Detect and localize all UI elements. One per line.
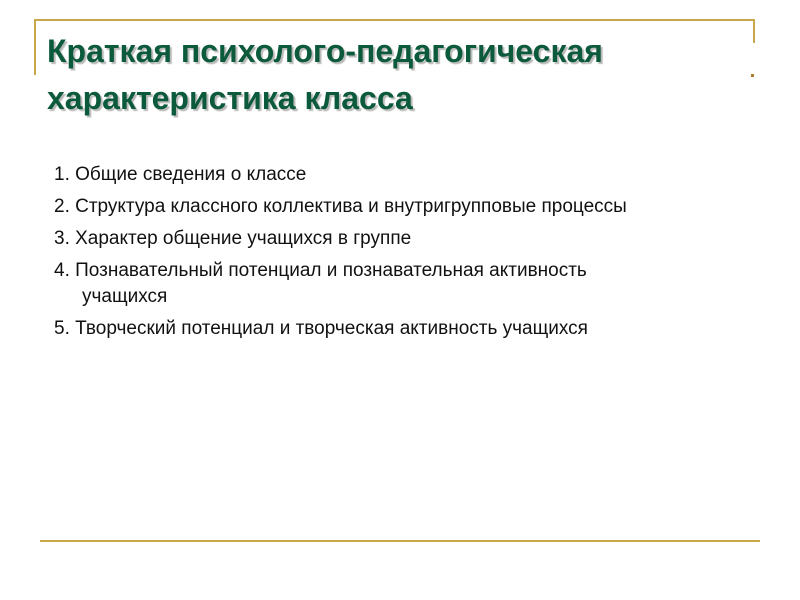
list-item-continuation: учащихся — [82, 286, 168, 307]
list-item: 3. Характер общение учащихся в группе — [54, 228, 412, 249]
topic-list — [54, 162, 754, 348]
list-item: 5. Творческий потенциал и творческая активность учащихся — [54, 318, 588, 339]
left-rule — [34, 19, 36, 75]
list-item-text: 4. Познавательный потенциал и познавательная активность — [54, 260, 587, 281]
list-item — [54, 258, 754, 310]
title-line-1: Краткая психолого-педагогическая — [47, 33, 603, 69]
slide-title — [47, 28, 737, 122]
corner-dot — [751, 74, 754, 77]
bottom-rule — [40, 540, 760, 542]
title-line-2: характеристика класса — [47, 80, 413, 116]
top-rule — [34, 19, 754, 21]
list-item: 2. Структура классного коллектива и внутригрупповые процессы — [54, 196, 627, 217]
list-item: 1. Общие сведения о классе — [54, 164, 307, 185]
right-rule — [753, 19, 755, 43]
